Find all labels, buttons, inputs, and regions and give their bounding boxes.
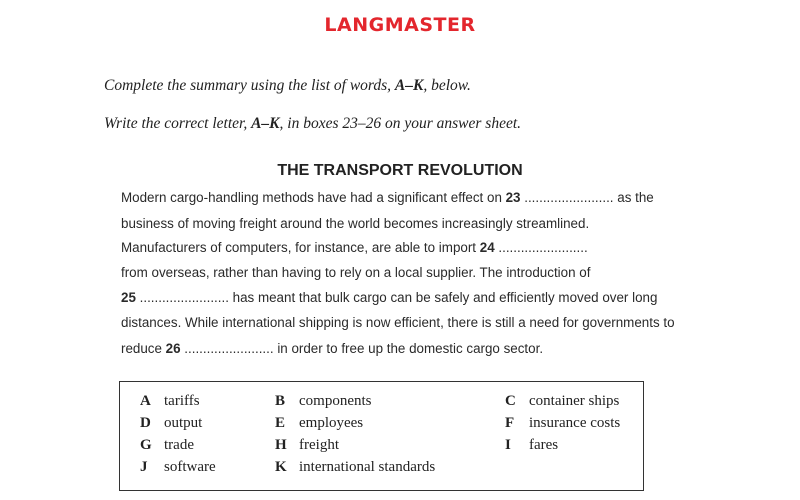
option-h xyxy=(275,437,339,454)
word-list-box xyxy=(119,381,644,491)
brand-logo: LANGMASTER xyxy=(324,14,476,36)
instruction-range: A–K xyxy=(251,115,280,132)
option-letter: B xyxy=(275,393,286,409)
summary-line: distances. While international shipping is now efficient, there is still a need for governments to xyxy=(121,315,675,330)
summary-text: has meant that bulk cargo can be safely and efficiently moved over long xyxy=(228,290,658,305)
summary-text: reduce xyxy=(121,341,166,356)
option-word: output xyxy=(164,415,203,431)
option-g xyxy=(140,437,194,454)
option-letter: D xyxy=(140,415,151,431)
summary-text: as the xyxy=(613,190,654,205)
question-number-26: 26 xyxy=(165,341,181,356)
summary-line xyxy=(121,190,654,205)
answer-gap-26[interactable]: ........................ xyxy=(180,341,274,356)
option-word: trade xyxy=(164,437,194,453)
summary-line xyxy=(121,290,657,305)
summary-title: THE TRANSPORT REVOLUTION xyxy=(277,162,523,179)
option-i xyxy=(505,437,558,454)
instruction-complete-summary xyxy=(104,77,471,95)
option-word: tariffs xyxy=(164,393,200,409)
option-word: insurance costs xyxy=(529,415,621,431)
instruction-text: Write the correct letter, xyxy=(104,115,252,132)
answer-gap-25[interactable]: ........................ xyxy=(135,290,229,305)
summary-line xyxy=(121,240,588,255)
option-word: employees xyxy=(299,415,364,431)
option-letter: J xyxy=(140,459,148,475)
option-word: fares xyxy=(529,437,559,453)
answer-gap-24[interactable]: ........................ xyxy=(494,240,588,255)
option-c xyxy=(505,393,619,410)
option-word: container ships xyxy=(529,393,620,409)
answer-gap-23[interactable]: ........................ xyxy=(520,190,614,205)
option-letter: E xyxy=(275,415,286,431)
option-k xyxy=(275,459,435,476)
option-word: international standards xyxy=(299,459,436,475)
summary-text: Manufacturers of computers, for instance, are able to import xyxy=(121,240,480,255)
instruction-text: , below. xyxy=(423,77,471,94)
option-a xyxy=(140,393,200,410)
option-j xyxy=(140,459,216,476)
instruction-text: , in boxes 23–26 on your answer sheet. xyxy=(279,115,522,132)
option-letter: F xyxy=(505,415,515,431)
option-d xyxy=(140,415,202,432)
option-letter: H xyxy=(275,437,287,453)
instruction-text: Complete the summary using the list of words, xyxy=(104,77,395,94)
question-number-23: 23 xyxy=(505,190,521,205)
summary-text: Modern cargo-handling methods have had a significant effect on xyxy=(121,190,506,205)
option-letter: C xyxy=(505,393,516,409)
option-word: software xyxy=(164,459,216,475)
option-letter: G xyxy=(140,437,152,453)
option-letter: A xyxy=(140,393,151,409)
option-letter: I xyxy=(505,437,511,453)
option-f xyxy=(505,415,620,432)
option-b xyxy=(275,393,372,410)
summary-text: in order to free up the domestic cargo sector. xyxy=(273,341,544,356)
instruction-range: A–K xyxy=(394,77,424,94)
summary-line xyxy=(121,341,543,356)
question-number-25: 25 xyxy=(121,290,136,305)
question-number-24: 24 xyxy=(479,240,495,255)
option-word: freight xyxy=(299,437,339,453)
option-e xyxy=(275,415,363,432)
instruction-write-letter xyxy=(104,115,521,133)
summary-line: business of moving freight around the world becomes increasingly streamlined. xyxy=(121,216,590,231)
option-letter: K xyxy=(275,459,287,475)
summary-line: from overseas, rather than having to rely on a local supplier. The introduction of xyxy=(121,265,591,280)
option-word: components xyxy=(299,393,372,409)
